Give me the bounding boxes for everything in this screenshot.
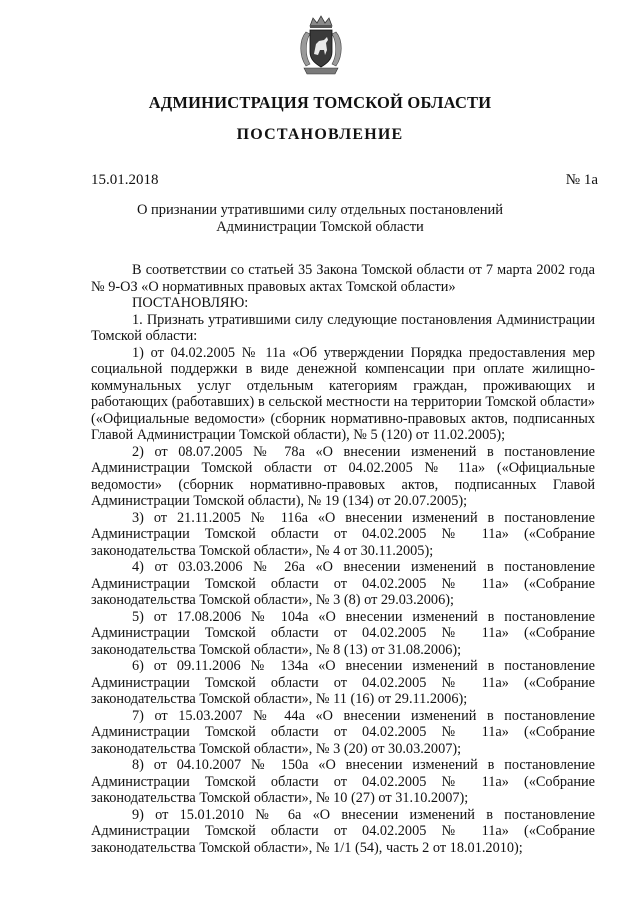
document-type-title: ПОСТАНОВЛЕНИЕ — [236, 126, 404, 143]
organization-title: АДМИНИСТРАЦИЯ ТОМСКОЙ ОБЛАСТИ — [148, 93, 492, 112]
subject-line: О признании утратившими силу отдельных постановлений — [136, 202, 504, 218]
list-item: 1) от 04.02.2005 № 11а «Об утверждении Порядка предоставления мер социальной поддержки в виде денежной компенсации при оплате жилищно-коммунальных услуг отдельным категориям граждан, проживающих и работающих (работавших) в сельской местности на территории Томской области» («Официальные ведомости» (сборник нормативно-правовых актов, подписанных Главой Администрации Томской области), № 5 (120) от 11.02.2005); — [91, 344, 595, 443]
coat-of-arms-icon — [296, 14, 346, 78]
list-item: 5) от 17.08.2006 № 104а «О внесении изменений в постановление Администрации Томской области от 04.02.2005 № 11а» («Собрание законодательства Томской области», № 8 (13) от 31.08.2006); — [91, 608, 595, 658]
list-item: 4) от 03.03.2006 № 26а «О внесении изменений в постановление Администрации Томской области от 04.02.2005 № 11а» («Собрание законодательства Томской области», № 3 (8) от 29.03.2006); — [91, 559, 595, 608]
decree-word: ПОСТАНОВЛЯЮ: — [132, 295, 249, 311]
point-1-paragraph: 1. Признать утратившими силу следующие постановления Администрации Томской области: — [91, 311, 595, 344]
list-item: 2) от 08.07.2005 № 78а «О внесении изменений в постановление Администрации Томской области от 04.02.2005 № 11а» («Официальные ведомости» (сборник нормативно-правовых актов, подписанных Главой Администрации Томской области), № 19 (134) от 20.07.2005); — [91, 443, 595, 509]
document-number: № 1а — [565, 172, 598, 188]
document-body — [91, 262, 595, 856]
list-item: 3) от 21.11.2005 № 116а «О внесении изменений в постановление Администрации Томской области от 04.02.2005 № 11а» («Собрание законодательства Томской области», № 4 от 30.11.2005); — [91, 509, 595, 559]
list-item: 7) от 15.03.2007 № 44а «О внесении изменений в постановление Администрации Томской области от 04.02.2005 № 11а» («Собрание законодательства Томской области», № 3 (20) от 30.03.2007); — [91, 707, 595, 757]
subject-line: Администрации Томской области — [216, 219, 424, 235]
list-item: 6) от 09.11.2006 № 134а «О внесении изменений в постановление Администрации Томской области от 04.02.2005 № 11а» («Собрание законодательства Томской области», № 11 (16) от 29.11.2006); — [91, 658, 595, 707]
list-item: 9) от 15.01.2010 № 6а «О внесении изменений в постановление Администрации Томской области от 04.02.2005 № 11а» («Собрание законодательства Томской области», № 1/1 (54), часть 2 от 18.01.2010); — [91, 806, 595, 856]
preamble-paragraph: В соответствии со статьей 35 Закона Томской области от 7 марта 2002 года № 9-ОЗ «О нормативных правовых актах Томской области» — [91, 262, 595, 295]
document-date: 15.01.2018 — [91, 172, 159, 188]
list-item: 8) от 04.10.2007 № 150а «О внесении изменений в постановление Администрации Томской области от 04.02.2005 № 11а» («Собрание законодательства Томской области», № 10 (27) от 31.10.2007); — [91, 757, 595, 806]
document-subject — [0, 202, 640, 236]
